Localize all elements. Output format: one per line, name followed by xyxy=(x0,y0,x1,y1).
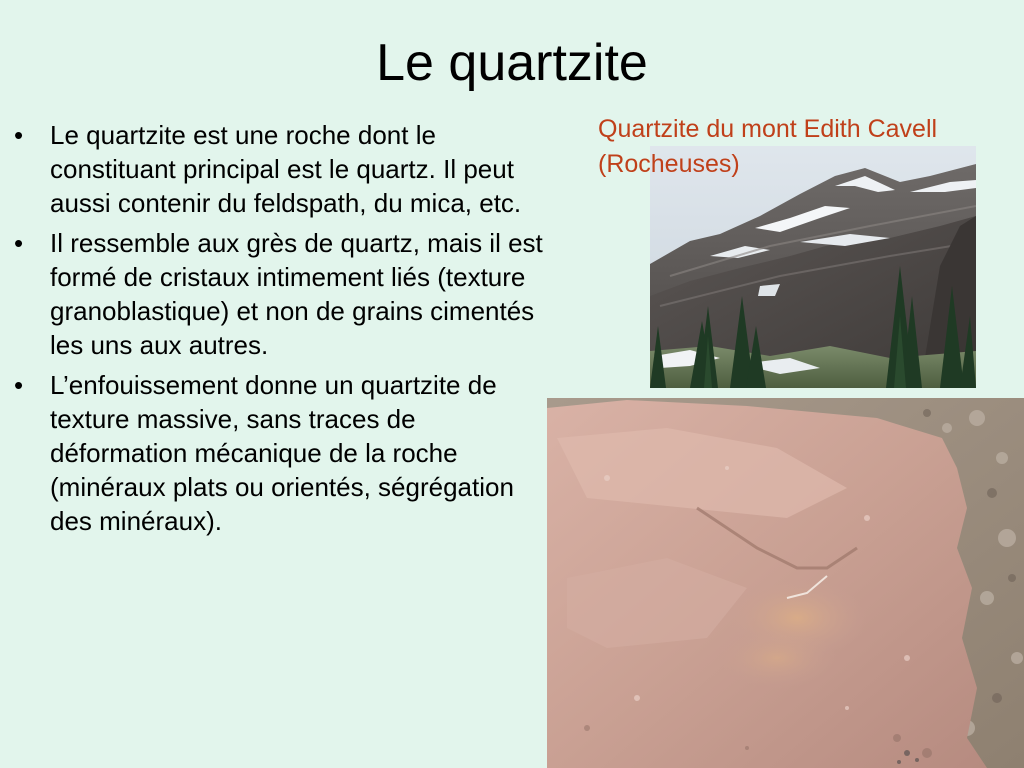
bullet-text: Le quartzite est une roche dont le constituant principal est le quartz. Il peut aussi contenir du feldspath, du mica, etc. xyxy=(50,120,522,218)
photo-caption: Quartzite du mont Edith Cavell (Rocheuses) xyxy=(598,115,938,178)
bullet-glyph: • xyxy=(14,120,24,150)
slide-title: Le quartzite xyxy=(376,34,648,92)
bullet-list xyxy=(14,118,544,544)
mountain-photo xyxy=(650,146,976,388)
bullet-text: Il ressemble aux grès de quartz, mais il est formé de cristaux intimement liés (texture granoblastique) et non de grains cimentés les uns aux autres. xyxy=(50,228,543,360)
bullet-item xyxy=(14,368,544,538)
bullet-item xyxy=(14,118,544,220)
bullet-item xyxy=(14,226,544,362)
quartzite-rock-photo xyxy=(547,398,1024,768)
bullet-text: L’enfouissement donne un quartzite de texture massive, sans traces de déformation mécanique de la roche (minéraux plats ou orientés, ségrégation des minéraux). xyxy=(50,370,514,536)
bullet-glyph: • xyxy=(14,370,24,400)
bullet-glyph: • xyxy=(14,228,24,258)
